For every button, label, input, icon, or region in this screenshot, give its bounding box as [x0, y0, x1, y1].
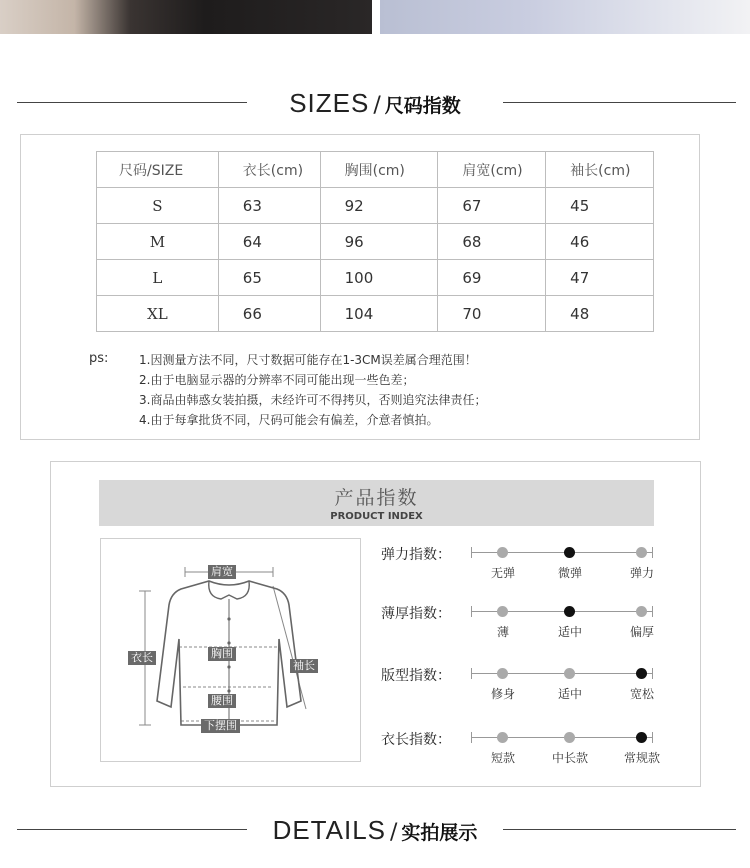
table-cell: 67	[438, 188, 546, 224]
product-index-title-cn: 产品指数	[334, 487, 419, 509]
scale-dot	[497, 606, 508, 617]
note-item: 4.由于每拿批货不同，尺码可能会有偏差，介意者慎拍。	[139, 413, 439, 427]
table-cell: 64	[218, 224, 320, 260]
scale-fit	[381, 665, 681, 705]
scale-dot-selected	[636, 732, 647, 743]
scale-option: 常规款	[623, 751, 661, 765]
scale-tick	[652, 606, 653, 617]
scale-option: 薄	[496, 625, 510, 639]
label-sleeve: 袖长	[290, 659, 318, 673]
sizes-section-title	[0, 88, 750, 119]
scale-tick	[471, 732, 472, 743]
scale-label: 版型指数：	[381, 668, 451, 684]
product-photo-left	[0, 0, 372, 34]
scale-option: 短款	[490, 751, 516, 765]
label-chest: 胸围	[208, 647, 236, 661]
label-waist: 腰围	[208, 694, 236, 708]
table-cell: 68	[438, 224, 546, 260]
scale-dot	[564, 732, 575, 743]
scale-option: 偏厚	[629, 625, 655, 639]
scale-label: 薄厚指数：	[381, 606, 451, 622]
scale-tick	[652, 547, 653, 558]
table-row	[97, 188, 654, 224]
details-title-en: DETAILS	[272, 815, 386, 845]
scale-option: 适中	[557, 625, 583, 639]
ps-label: ps:	[89, 351, 109, 366]
size-table	[96, 151, 654, 332]
scale-dot	[636, 547, 647, 558]
table-cell: 104	[320, 296, 438, 332]
scale-tick	[471, 547, 472, 558]
scale-option: 适中	[557, 687, 583, 701]
scale-label: 衣长指数：	[381, 732, 451, 748]
header-length: 衣长(cm)	[218, 152, 320, 188]
details-title-separator: /	[390, 820, 398, 845]
sizes-title-en: SIZES	[289, 88, 370, 118]
header-sleeve: 袖长(cm)	[546, 152, 654, 188]
note-item: 1.因测量方法不同，尺寸数据可能存在1-3CM误差属合理范围！	[139, 353, 477, 367]
scale-option: 修身	[490, 687, 516, 701]
table-cell: 47	[546, 260, 654, 296]
details-title-cn: 实拍展示	[401, 822, 478, 844]
label-shoulder: 肩宽	[208, 565, 236, 579]
label-hem: 下摆围	[201, 719, 240, 733]
table-cell: 65	[218, 260, 320, 296]
table-cell: 63	[218, 188, 320, 224]
scale-option: 中长款	[551, 751, 589, 765]
product-index-header	[99, 480, 654, 526]
scale-dot	[564, 668, 575, 679]
table-cell: 70	[438, 296, 546, 332]
table-cell-size: S	[97, 188, 219, 224]
scale-dot-selected	[564, 606, 575, 617]
product-index-panel	[50, 461, 701, 787]
table-cell: 66	[218, 296, 320, 332]
header-size: 尺码/SIZE	[97, 152, 219, 188]
scale-tick	[652, 732, 653, 743]
table-cell: 92	[320, 188, 438, 224]
top-photo-strip	[0, 0, 750, 34]
sizes-title-cn: 尺码指数	[384, 95, 461, 117]
product-index-title-en: PRODUCT INDEX	[330, 511, 423, 522]
product-photo-right	[380, 0, 750, 34]
scale-length	[381, 729, 681, 769]
scale-label: 弹力指数：	[381, 547, 451, 563]
scale-option: 微弹	[557, 566, 583, 580]
table-cell-size: XL	[97, 296, 219, 332]
scale-option: 无弹	[490, 566, 516, 580]
scale-tick	[471, 606, 472, 617]
size-table-header-row	[97, 152, 654, 188]
note-item: 2.由于电脑显示器的分辨率不同可能出现一些色差；	[139, 373, 415, 387]
scale-tick	[652, 668, 653, 679]
scale-dot	[497, 732, 508, 743]
table-cell: 96	[320, 224, 438, 260]
header-chest: 胸围(cm)	[320, 152, 438, 188]
measurement-diagram	[100, 538, 361, 762]
scale-dot	[636, 606, 647, 617]
details-section-title	[0, 815, 750, 846]
table-row	[97, 224, 654, 260]
table-cell-size: L	[97, 260, 219, 296]
table-cell: 45	[546, 188, 654, 224]
scale-elasticity	[381, 544, 681, 584]
scale-option: 宽松	[629, 687, 655, 701]
scale-tick	[471, 668, 472, 679]
table-cell-size: M	[97, 224, 219, 260]
table-row	[97, 260, 654, 296]
scale-thickness	[381, 603, 681, 643]
table-cell: 46	[546, 224, 654, 260]
scale-dot	[497, 547, 508, 558]
table-cell: 100	[320, 260, 438, 296]
scale-dot-selected	[564, 547, 575, 558]
table-row	[97, 296, 654, 332]
size-chart-panel	[20, 134, 700, 440]
scale-dot-selected	[636, 668, 647, 679]
header-shoulder: 肩宽(cm)	[438, 152, 546, 188]
table-cell: 48	[546, 296, 654, 332]
sizes-title-separator: /	[373, 93, 381, 118]
note-item: 3.商品由韩惑女装拍摄，未经许可不得拷贝，否则追究法律责任；	[139, 393, 487, 407]
table-cell: 69	[438, 260, 546, 296]
scale-dot	[497, 668, 508, 679]
label-length: 衣长	[128, 651, 156, 665]
scale-option: 弹力	[629, 566, 655, 580]
